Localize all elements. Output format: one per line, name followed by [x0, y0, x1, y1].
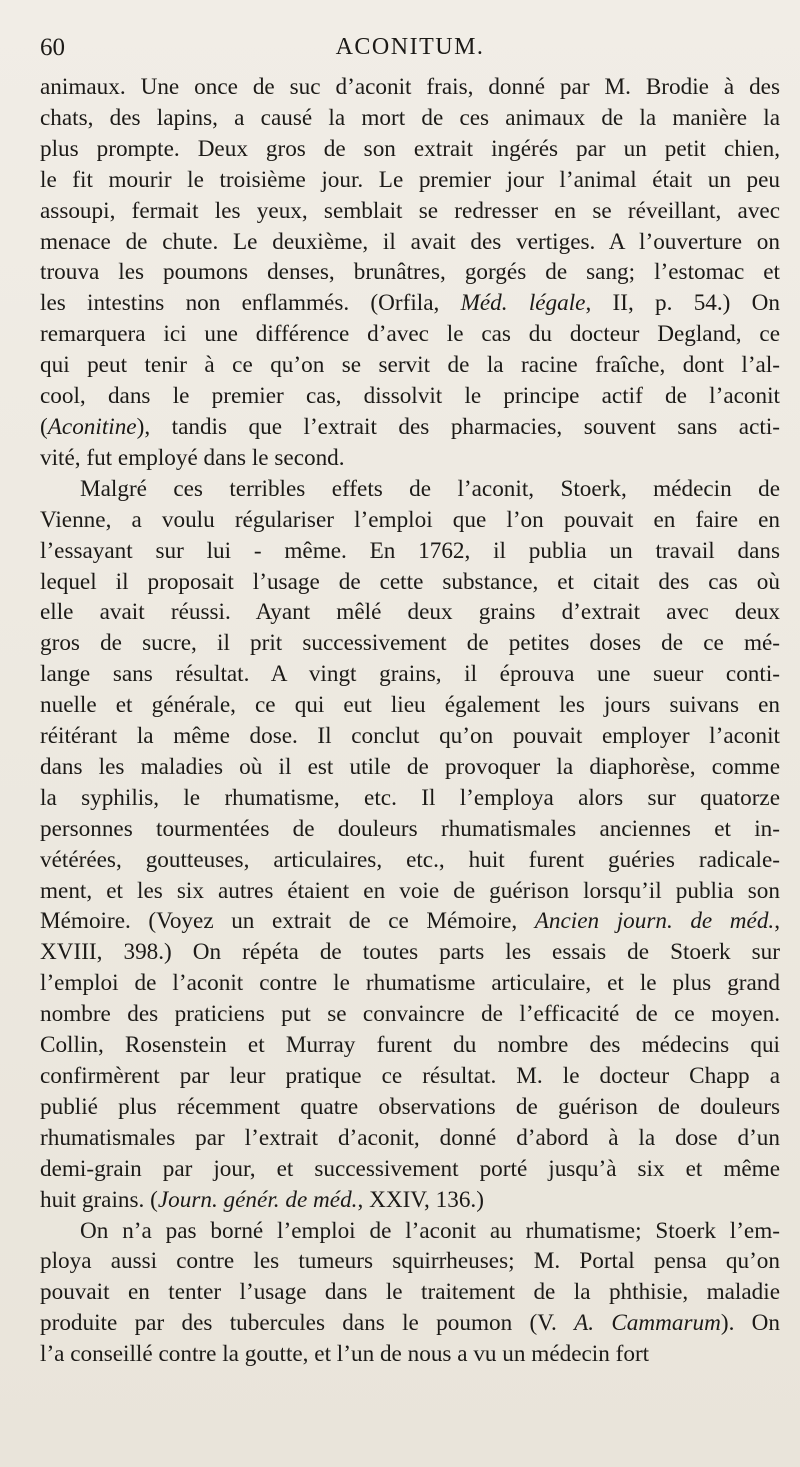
text-run: Collin, Rosenstein et Murray furent du nombre des médecins qui: [40, 1032, 780, 1059]
paragraph: [40, 72, 780, 474]
text-run: plus prompte. Deux gros de son extrait ingérés par un petit chien,: [40, 135, 780, 162]
text-run: le fit mourir le troisième jour. Le premier jour l’animal était un peu: [40, 166, 780, 193]
text-run: lange sans résultat. A vingt grains, il éprouva une sueur conti-: [40, 661, 780, 688]
text-line: [40, 1277, 780, 1308]
text-run: assoupi, fermait les yeux, semblait se redresser en se réveillant, avec: [40, 197, 780, 224]
text-line: [40, 906, 780, 937]
text-line: [40, 165, 780, 196]
text-line: [40, 134, 780, 165]
text-run: rhumatismales par l’extrait d’aconit, donné d’abord à la dose d’un: [40, 1124, 780, 1151]
text-run: vité, fut employé dans le second.: [40, 444, 345, 471]
text-line: [40, 999, 780, 1030]
text-run: XVIII, 398.) On répéta de toutes parts les essais de Stoerk sur: [40, 939, 780, 966]
text-line: [40, 1092, 780, 1123]
text-line: [40, 103, 780, 134]
text-line: [40, 628, 780, 659]
text-run: , XXIV, 136.): [357, 1186, 484, 1213]
text-run: la syphilis, le rhumatisme, etc. Il l’employa alors sur quatorze: [40, 784, 780, 811]
text-run: confirmèrent par leur pratique ce résultat. M. le docteur Chapp a: [40, 1063, 780, 1089]
italic-citation: Ancien journ. de méd.: [534, 908, 775, 935]
text-line: [40, 1216, 780, 1247]
running-head: [40, 32, 780, 72]
text-run: (: [40, 413, 48, 440]
text-line: [40, 968, 780, 999]
italic-citation: Aconitine: [47, 413, 137, 440]
text-line: [40, 72, 780, 103]
text-line: [40, 1154, 780, 1185]
text-run: publié plus récemment quatre observations de guérison de douleurs: [40, 1093, 780, 1120]
text-line: [40, 567, 780, 598]
text-line: [40, 1339, 780, 1370]
text-line: [40, 227, 780, 258]
text-run: cool, dans le premier cas, dissolvit le principe actif de l’aconit: [40, 383, 780, 410]
text-run: ), tandis que l’extrait des pharmacies, souvent sans acti-: [136, 413, 780, 440]
text-run: produite par des tubercules dans le poumon (V.: [40, 1310, 575, 1337]
text-run: qui peut tenir à ce qu’on se servit de la racine fraîche, dont l’al-: [40, 352, 780, 379]
text-run: nuelle et générale, ce qui eut lieu également les jours suivans en: [40, 692, 780, 719]
text-line: [40, 1061, 780, 1092]
text-line: [40, 1030, 780, 1061]
text-run: Malgré ces terribles effets de l’aconit, Stoerk, médecin de: [80, 475, 780, 502]
text-line: [40, 536, 780, 567]
italic-citation: Journ. génér. de méd.: [157, 1186, 358, 1213]
text-run: chats, des lapins, a causé la mort de ces animaux de la manière la: [40, 104, 780, 131]
text-run: l’emploi de l’aconit contre le rhumatisme articulaire, et le plus grand: [40, 970, 780, 997]
text-line: [40, 937, 780, 968]
text-run: personnes tourmentées de douleurs rhumatismales anciennes et in-: [40, 815, 780, 842]
text-line: [40, 597, 780, 628]
text-line: [40, 257, 780, 288]
text-run: ment, et les six autres étaient en voie de guérison lorsqu’il publia son: [40, 877, 780, 904]
paragraph: [40, 474, 780, 1216]
text-line: [40, 1246, 780, 1277]
text-run: , II, p. 54.) On: [585, 290, 780, 317]
text-line: [40, 1308, 780, 1339]
text-run: l’essayant sur lui - même. En 1762, il publia un travail dans: [40, 537, 780, 564]
text-line: [40, 752, 780, 783]
text-run: menace de chute. Le deuxième, il avait des vertiges. A l’ouverture on: [40, 228, 780, 255]
paragraph: [40, 1216, 780, 1371]
text-line: [40, 783, 780, 814]
text-run: On n’a pas borné l’emploi de l’aconit au rhumatisme; Stoerk l’em-: [80, 1217, 780, 1244]
text-run: nombre des praticiens put se convaincre de l’efficacité de ce moyen.: [40, 1001, 780, 1028]
text-line: [40, 319, 780, 350]
text-run: huit grains. (: [40, 1186, 158, 1213]
text-run: demi-grain par jour, et successivement porté jusqu’à six et même: [40, 1155, 780, 1182]
text-run: trouva les poumons denses, brunâtres, gorgés de sang; l’estomac et: [40, 259, 780, 286]
text-line: [40, 845, 780, 876]
text-run: remarquera ici une différence d’avec le cas du docteur Degland, ce: [40, 321, 780, 348]
body-text: [40, 72, 780, 1370]
text-run: elle avait réussi. Ayant mêlé deux grains d’extrait avec deux: [40, 599, 780, 626]
text-run: ). On: [720, 1310, 780, 1337]
text-run: ,: [774, 908, 780, 935]
text-line: [40, 381, 780, 412]
text-run: gros de sucre, il prit successivement de petites doses de ce mé-: [40, 630, 780, 657]
page-number: 60: [40, 34, 65, 61]
text-line: [40, 659, 780, 690]
text-line: [40, 876, 780, 907]
text-line: [40, 1185, 780, 1216]
text-line: [40, 412, 780, 443]
running-title: ACONITUM.: [335, 34, 485, 60]
text-line: [40, 721, 780, 752]
text-run: lequel il proposait l’usage de cette substance, et citait des cas où: [40, 568, 780, 595]
text-run: animaux. Une once de suc d’aconit frais, donné par M. Brodie à des: [40, 74, 780, 100]
text-line: [40, 690, 780, 721]
text-run: l’a conseillé contre la goutte, et l’un de nous a vu un médecin fort: [40, 1341, 650, 1368]
text-run: ploya aussi contre les tumeurs squirrheuses; M. Portal pensa qu’on: [40, 1248, 780, 1275]
text-line: [40, 443, 780, 474]
text-run: les intestins non enflammés. (Orfila,: [40, 290, 461, 317]
text-run: réitérant la même dose. Il conclut qu’on pouvait employer l’aconit: [40, 723, 780, 750]
text-line: [40, 288, 780, 319]
text-run: vétérées, goutteuses, articulaires, etc., huit furent guéries radicale-: [40, 846, 780, 873]
text-run: Vienne, a voulu régulariser l’emploi que l’on pouvait en faire en: [40, 506, 780, 533]
text-line: [40, 350, 780, 381]
text-line: [40, 505, 780, 536]
italic-citation: A. Cammarum: [574, 1310, 721, 1337]
text-run: Mémoire. (Voyez un extrait de ce Mémoire,: [40, 908, 535, 935]
text-run: pouvait en tenter l’usage dans le traitement de la phthisie, maladie: [40, 1279, 780, 1306]
text-line: [40, 196, 780, 227]
text-line: [40, 814, 780, 845]
italic-citation: Méd. légale: [460, 290, 586, 317]
text-line: [40, 474, 780, 505]
text-line: [40, 1123, 780, 1154]
text-run: dans les maladies où il est utile de provoquer la diaphorèse, comme: [40, 753, 780, 780]
